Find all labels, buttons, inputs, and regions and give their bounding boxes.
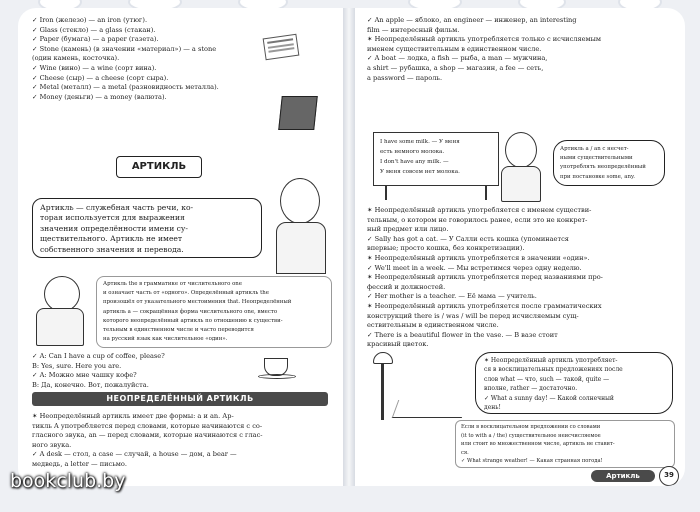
rule-line: ✶ Неопределённый артикль употребляется в значении «один». — [367, 253, 590, 262]
professor-illustration — [280, 178, 320, 224]
saucer-icon — [258, 374, 296, 379]
page-number: 39 — [659, 466, 679, 486]
footnote-box — [455, 420, 675, 468]
definition-line: торая используется для выражения — [40, 213, 185, 223]
section-title: АРТИКЛЬ — [116, 156, 202, 178]
rule-line: ✓ A boat — лодка, a fish — рыба, a man — мужчина, — [367, 54, 548, 63]
rule-line: ✓ We'll meet in a week. — Мы встретимся через одну неделю. — [367, 263, 582, 272]
rule-line: ✓ Sally has got a cat. — У Салли есть кошка (упоминается — [367, 234, 569, 243]
dialog-line: ✓ A: Можно мне чашку кофе? — [32, 371, 137, 380]
rule-line: красивый цветок. — [367, 340, 429, 349]
vocab-item: ✓ Paper (бумага) — a paper (газета). — [32, 35, 159, 44]
stone-icon — [278, 96, 318, 130]
board-leg — [485, 186, 487, 200]
character-body — [36, 308, 84, 346]
watermark: bookclub.by — [10, 470, 126, 492]
rule-line: ный предмет или лицо. — [367, 225, 449, 234]
board-line: У меня совсем нет молока. — [380, 169, 460, 175]
note-box — [96, 276, 332, 348]
rule-line: ного звука. — [32, 440, 72, 449]
note-line: произошёл от указательного местоимения that. Неопределённый — [103, 299, 292, 306]
vocab-item: (один камень, косточка). — [32, 54, 120, 63]
definition-line: собственного значения и перевода. — [40, 244, 184, 254]
vocab-item: ✓ Iron (железо) — an iron (утюг). — [32, 16, 148, 24]
rule-line: ✓ An apple — яблоко, an engineer — инженер, an interesting — [367, 16, 577, 24]
bubble-line: день! — [484, 404, 501, 412]
bubble-line: при постановке some, any. — [560, 173, 636, 180]
rule-line: конструкций there is / was / will be перед исчисляемым сущ- — [367, 311, 579, 320]
rule-line: гласного звука, an — перед словами, которые начинаются с глас- — [32, 431, 263, 440]
footnote-line: (it to with a / the) существительное неисчисляемое — [461, 432, 601, 439]
rule-line: a password — пароль. — [367, 73, 443, 82]
rule-line: ✓ A desk — стол, a case — случай, a house — дом, a bear — — [32, 450, 237, 459]
definition-line: Артикль — служебная часть речи, ко- — [40, 203, 194, 212]
professor-body — [276, 222, 326, 274]
exclamation-bubble — [475, 352, 673, 414]
chapter-tab: Артикль — [591, 470, 655, 482]
character-illustration — [44, 276, 80, 312]
definition-bubble — [32, 198, 262, 258]
board-line: I don't have any milk. — — [380, 159, 449, 165]
note-line: тельным в единственном числе и часто переводится — [103, 327, 254, 334]
rule-line: фессий и должностей. — [367, 282, 446, 291]
bubble-line: Артикль a / an с несчет- — [560, 146, 629, 152]
footnote-line: или стоит во множественном числе, артикль не ставит- — [461, 441, 615, 448]
indefinite-article-rules — [32, 412, 332, 470]
note-line: Артикль the в грамматике от числительного one — [103, 281, 242, 287]
footnote-line: ✓ What strange weather! — Какая странная погода! — [461, 458, 603, 465]
bubble-line: ✓ What a sunny day! — Какой солнечный — [484, 394, 614, 402]
rule-line: впервые; просто кошка, без конкретизации). — [367, 244, 525, 253]
professor-body — [501, 166, 541, 202]
bubble-line: употреблять неопределённый — [560, 164, 646, 171]
vocab-item: ✓ Glass (стекло) — a glass (стакан). — [32, 25, 156, 34]
newspaper-icon — [263, 34, 300, 61]
footnote-line: ся. — [461, 449, 469, 456]
bubble-line: ными существительными — [560, 155, 633, 162]
article-examples — [367, 16, 677, 83]
left-page — [18, 8, 343, 486]
indefinite-article-uses — [367, 206, 679, 350]
vocab-item: ✓ Money (деньги) — a money (валюта). — [32, 92, 167, 101]
board-line: есть немного молока. — [380, 149, 445, 155]
definition-line: ществительного. Артикль не имеет — [40, 234, 183, 244]
rule-line: медведь, a letter — письмо. — [32, 459, 127, 468]
vocab-item: ✓ Cheese (сыр) — a cheese (сорт сыра). — [32, 73, 169, 82]
bubble-line: ✶ Неопределённый артикль употребляет- — [484, 357, 618, 364]
rule-line: ествительным в единственном числе. — [367, 321, 499, 330]
right-page — [355, 8, 685, 486]
lamp-post-icon — [381, 360, 384, 420]
rule-line: тикль A употребляется перед словами, которые начинаются с со- — [32, 421, 263, 430]
footnote-line: Если в восклицательном предложении со словами — [461, 424, 601, 430]
lamp-icon — [373, 352, 393, 364]
professor-illustration — [505, 132, 537, 168]
board-line: I have some milk. — У меня — [380, 139, 460, 145]
dialog-line: ✓ A: Can I have a cup of coffee, please? — [32, 352, 165, 360]
rule-line: ✓ There is a beautiful flower in the vase. — В вазе стоит — [367, 330, 558, 339]
rule-line: ✶ Неопределённый артикль употребляется с именем существи- — [367, 206, 592, 214]
rule-line: именем существительным в единственном числе. — [367, 44, 542, 53]
vocab-list — [32, 16, 267, 102]
rule-line: ✓ Her mother is a teacher. — Её мама — учитель. — [367, 292, 537, 301]
note-line: и означает часть от «одного». Определённый артикль the — [103, 290, 269, 297]
book-spine — [343, 8, 355, 486]
indefinite-article-banner: НЕОПРЕДЕЛЁННЫЙ АРТИКЛЬ — [32, 392, 328, 406]
note-line: артикль a — сокращённая форма числительного one, вместо — [103, 308, 278, 315]
rule-line: тельным, о котором не говорилось ранее, если это не конкрет- — [367, 215, 588, 224]
rule-line: a shirt — рубашка, a shop — магазин, a fee — сеть, — [367, 63, 544, 72]
bubble-line: ся в восклицательных предложениях после — [484, 366, 623, 374]
rule-line: film — интересный фильм. — [367, 25, 460, 34]
note-line: которого неопределённый артикль по отношению к существи- — [103, 317, 283, 324]
vocab-item: ✓ Metal (металл) — a metal (разновидность металла). — [32, 83, 219, 92]
deck-chair-icon — [392, 400, 469, 418]
rule-line: ✶ Неопределённый артикль имеет две формы: a и an. Ар- — [32, 412, 234, 420]
dialog-line: B: Yes, sure. Here you are. — [32, 361, 122, 370]
vocab-item: ✓ Stone (камень) (в значении «материал») — a stone — [32, 44, 217, 53]
chalkboard — [373, 132, 499, 186]
rule-line: ✶ Неопределённый артикль употребляется после грамматических — [367, 301, 602, 310]
note-line: на русский язык как числительное «один». — [103, 336, 228, 343]
bubble-line: слов what — что, such — такой, quite — — [484, 375, 610, 383]
dialog-line: B: Да, конечно. Вот, пожалуйста. — [32, 380, 149, 389]
rule-line: ✶ Неопределённый артикль употребляется только с исчисляемым — [367, 35, 602, 44]
bubble-line: вполне, rather — достаточно. — [484, 385, 578, 393]
definition-line: значения определённости имени су- — [40, 223, 188, 233]
rule-line: ✶ Неопределённый артикль употребляется перед названиями про- — [367, 273, 603, 282]
board-leg — [385, 186, 387, 200]
dialog-example — [32, 352, 252, 390]
speech-bubble — [553, 140, 665, 186]
vocab-item: ✓ Wine (вино) — a wine (сорт вина). — [32, 63, 157, 72]
